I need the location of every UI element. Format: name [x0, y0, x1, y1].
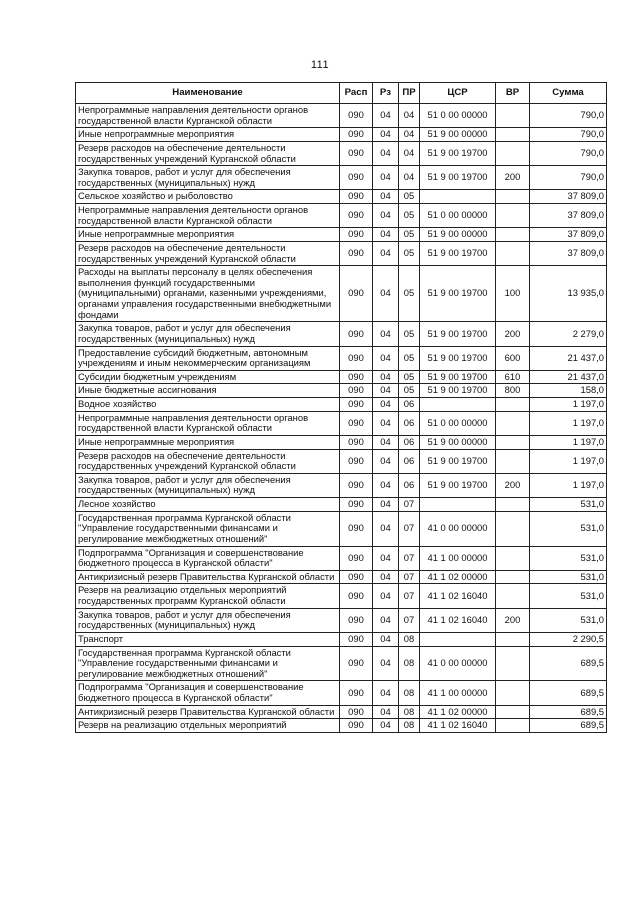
- row-rz: 04: [373, 228, 399, 242]
- row-rz: 04: [373, 141, 399, 165]
- table-row: [76, 141, 607, 165]
- row-pr: 07: [399, 511, 420, 546]
- row-pr: 08: [399, 719, 420, 733]
- row-name: Непрограммные направления деятельности органов государственной власти Курганской области: [76, 104, 340, 128]
- row-rz: 04: [373, 570, 399, 584]
- row-rz: 04: [373, 128, 399, 142]
- row-vr: [496, 511, 530, 546]
- row-vr: [496, 128, 530, 142]
- row-name: Закупка товаров, работ и услуг для обеспечения государственных (муниципальных) нужд: [76, 608, 340, 632]
- row-rz: 04: [373, 449, 399, 473]
- row-sum: 158,0: [530, 384, 607, 398]
- row-sum: 531,0: [530, 511, 607, 546]
- row-csr: 51 9 00 00000: [420, 228, 496, 242]
- row-pr: 07: [399, 498, 420, 512]
- row-pr: 04: [399, 141, 420, 165]
- row-vr: [496, 584, 530, 608]
- row-sum: 1 197,0: [530, 435, 607, 449]
- row-rasp: 090: [340, 370, 373, 384]
- row-rasp: 090: [340, 104, 373, 128]
- row-sum: 790,0: [530, 128, 607, 142]
- row-pr: 08: [399, 705, 420, 719]
- row-name: Закупка товаров, работ и услуг для обеспечения государственных (муниципальных) нужд: [76, 166, 340, 190]
- row-csr: 51 9 00 19700: [420, 241, 496, 265]
- table-row: [76, 384, 607, 398]
- header-rz: Рз: [373, 83, 399, 104]
- table-row: [76, 705, 607, 719]
- row-rasp: 090: [340, 646, 373, 681]
- row-vr: 100: [496, 266, 530, 322]
- row-csr: [420, 398, 496, 412]
- table-row: [76, 398, 607, 412]
- row-vr: 200: [496, 473, 530, 497]
- row-rz: 04: [373, 411, 399, 435]
- row-pr: 06: [399, 449, 420, 473]
- row-csr: 51 9 00 19700: [420, 449, 496, 473]
- row-rasp: 090: [340, 190, 373, 204]
- row-vr: [496, 141, 530, 165]
- row-vr: 200: [496, 322, 530, 346]
- row-rz: 04: [373, 511, 399, 546]
- row-vr: 600: [496, 346, 530, 370]
- row-vr: [496, 498, 530, 512]
- row-csr: 41 0 00 00000: [420, 511, 496, 546]
- row-vr: [496, 411, 530, 435]
- row-rz: 04: [373, 266, 399, 322]
- row-pr: 07: [399, 546, 420, 570]
- row-rz: 04: [373, 705, 399, 719]
- row-name: Резерв расходов на обеспечение деятельности государственных учреждений Курганской области: [76, 449, 340, 473]
- table-row: [76, 681, 607, 705]
- row-sum: 790,0: [530, 141, 607, 165]
- row-sum: 37 809,0: [530, 228, 607, 242]
- row-name: Водное хозяйство: [76, 398, 340, 412]
- row-vr: [496, 632, 530, 646]
- row-sum: 689,5: [530, 719, 607, 733]
- row-rasp: 090: [340, 546, 373, 570]
- header-pr: ПР: [399, 83, 420, 104]
- table-row: [76, 570, 607, 584]
- row-pr: 07: [399, 584, 420, 608]
- row-vr: [496, 241, 530, 265]
- row-pr: 05: [399, 266, 420, 322]
- page-number: 111: [310, 59, 330, 71]
- row-pr: 06: [399, 411, 420, 435]
- row-rasp: 090: [340, 128, 373, 142]
- table-row: [76, 322, 607, 346]
- table-row: [76, 204, 607, 228]
- row-name: Резерв на реализацию отдельных мероприятий: [76, 719, 340, 733]
- row-name: Подпрограмма "Организация и совершенствование бюджетного процесса в Курганской области": [76, 546, 340, 570]
- row-rasp: 090: [340, 511, 373, 546]
- row-name: Резерв расходов на обеспечение деятельности государственных учреждений Курганской области: [76, 241, 340, 265]
- row-pr: 06: [399, 473, 420, 497]
- row-pr: 08: [399, 681, 420, 705]
- row-rasp: 090: [340, 705, 373, 719]
- row-vr: [496, 190, 530, 204]
- row-rasp: 090: [340, 322, 373, 346]
- row-rasp: 090: [340, 241, 373, 265]
- row-pr: 05: [399, 241, 420, 265]
- row-sum: 531,0: [530, 570, 607, 584]
- row-vr: [496, 681, 530, 705]
- row-pr: 05: [399, 190, 420, 204]
- table-row: [76, 473, 607, 497]
- row-csr: 51 9 00 19700: [420, 346, 496, 370]
- row-rasp: 090: [340, 719, 373, 733]
- row-rasp: 090: [340, 435, 373, 449]
- row-sum: 1 197,0: [530, 449, 607, 473]
- row-csr: 51 9 00 19700: [420, 141, 496, 165]
- row-sum: 790,0: [530, 166, 607, 190]
- row-name: Транспорт: [76, 632, 340, 646]
- row-rz: 04: [373, 473, 399, 497]
- row-vr: [496, 570, 530, 584]
- row-csr: 41 1 02 16040: [420, 584, 496, 608]
- row-name: Иные непрограммные мероприятия: [76, 228, 340, 242]
- row-csr: 51 9 00 19700: [420, 370, 496, 384]
- row-sum: 1 197,0: [530, 473, 607, 497]
- table-row: [76, 128, 607, 142]
- row-rz: 04: [373, 435, 399, 449]
- row-rz: 04: [373, 608, 399, 632]
- row-name: Расходы на выплаты персоналу в целях обеспечения выполнения функций государственными (муниципальными) органами, казенными учреждениями, органами управления государственными внебюджетными фондами: [76, 266, 340, 322]
- table-row: [76, 646, 607, 681]
- row-rz: 04: [373, 681, 399, 705]
- row-name: Закупка товаров, работ и услуг для обеспечения государственных (муниципальных) нужд: [76, 322, 340, 346]
- row-sum: 1 197,0: [530, 411, 607, 435]
- table-row: [76, 719, 607, 733]
- table-row: [76, 546, 607, 570]
- row-rasp: 090: [340, 398, 373, 412]
- row-csr: 41 0 00 00000: [420, 646, 496, 681]
- row-rz: 04: [373, 190, 399, 204]
- header-name: Наименование: [76, 83, 340, 104]
- row-csr: [420, 632, 496, 646]
- table-row: [76, 449, 607, 473]
- row-pr: 06: [399, 435, 420, 449]
- row-name: Антикризисный резерв Правительства Курганской области: [76, 570, 340, 584]
- row-rz: 04: [373, 719, 399, 733]
- row-rasp: 090: [340, 584, 373, 608]
- row-name: Резерв на реализацию отдельных мероприятий государственных программ Курганской области: [76, 584, 340, 608]
- row-rz: 04: [373, 384, 399, 398]
- row-pr: 07: [399, 570, 420, 584]
- row-rasp: 090: [340, 570, 373, 584]
- table-row: [76, 266, 607, 322]
- row-sum: 531,0: [530, 546, 607, 570]
- row-vr: [496, 705, 530, 719]
- row-rasp: 090: [340, 266, 373, 322]
- row-csr: 41 1 02 00000: [420, 570, 496, 584]
- row-name: Предоставление субсидий бюджетным, автономным учреждениям и иным некоммерческим организациям: [76, 346, 340, 370]
- row-rasp: 090: [340, 473, 373, 497]
- row-csr: [420, 190, 496, 204]
- row-csr: 51 9 00 19700: [420, 473, 496, 497]
- row-csr: 51 0 00 00000: [420, 411, 496, 435]
- row-pr: 08: [399, 632, 420, 646]
- row-rasp: 090: [340, 141, 373, 165]
- row-rz: 04: [373, 370, 399, 384]
- row-pr: 07: [399, 608, 420, 632]
- row-sum: 37 809,0: [530, 190, 607, 204]
- table-row: [76, 104, 607, 128]
- header-sum: Сумма: [530, 83, 607, 104]
- table-row: [76, 411, 607, 435]
- row-pr: 05: [399, 322, 420, 346]
- row-csr: 41 1 00 00000: [420, 546, 496, 570]
- row-name: Государственная программа Курганской области "Управление государственными финансами и регулирование межбюджетных отношений": [76, 646, 340, 681]
- row-pr: 05: [399, 370, 420, 384]
- row-sum: 37 809,0: [530, 241, 607, 265]
- row-sum: 689,5: [530, 705, 607, 719]
- row-rz: 04: [373, 166, 399, 190]
- row-rz: 04: [373, 632, 399, 646]
- table-row: [76, 346, 607, 370]
- row-rasp: 090: [340, 228, 373, 242]
- header-rasp: Расп: [340, 83, 373, 104]
- row-vr: [496, 204, 530, 228]
- table-row: [76, 632, 607, 646]
- table-row: [76, 166, 607, 190]
- row-vr: [496, 104, 530, 128]
- row-pr: 04: [399, 104, 420, 128]
- row-rz: 04: [373, 646, 399, 681]
- row-csr: 51 9 00 19700: [420, 166, 496, 190]
- row-rz: 04: [373, 204, 399, 228]
- table-row: [76, 498, 607, 512]
- row-sum: 531,0: [530, 498, 607, 512]
- table-row: [76, 241, 607, 265]
- table-row: [76, 584, 607, 608]
- row-name: Иные непрограммные мероприятия: [76, 435, 340, 449]
- row-rz: 04: [373, 398, 399, 412]
- table-row: [76, 435, 607, 449]
- row-vr: [496, 646, 530, 681]
- row-pr: 05: [399, 346, 420, 370]
- row-vr: [496, 449, 530, 473]
- row-rz: 04: [373, 346, 399, 370]
- row-pr: 04: [399, 128, 420, 142]
- row-vr: [496, 435, 530, 449]
- row-csr: 41 1 02 00000: [420, 705, 496, 719]
- row-csr: 51 9 00 00000: [420, 435, 496, 449]
- row-sum: 2 279,0: [530, 322, 607, 346]
- row-pr: 05: [399, 384, 420, 398]
- row-name: Субсидии бюджетным учреждениям: [76, 370, 340, 384]
- row-name: Непрограммные направления деятельности органов государственной власти Курганской области: [76, 411, 340, 435]
- row-vr: 200: [496, 608, 530, 632]
- row-rz: 04: [373, 546, 399, 570]
- row-sum: 21 437,0: [530, 370, 607, 384]
- row-pr: 06: [399, 398, 420, 412]
- row-sum: 689,5: [530, 646, 607, 681]
- row-csr: 41 1 02 16040: [420, 608, 496, 632]
- row-sum: 2 290,5: [530, 632, 607, 646]
- row-csr: 51 9 00 19700: [420, 384, 496, 398]
- row-rz: 04: [373, 584, 399, 608]
- row-rz: 04: [373, 498, 399, 512]
- row-csr: 51 9 00 19700: [420, 266, 496, 322]
- row-vr: 610: [496, 370, 530, 384]
- row-csr: 41 1 02 16040: [420, 719, 496, 733]
- row-rasp: 090: [340, 411, 373, 435]
- header-vr: ВР: [496, 83, 530, 104]
- row-rz: 04: [373, 241, 399, 265]
- row-rasp: 090: [340, 632, 373, 646]
- table-row: [76, 608, 607, 632]
- table-row: [76, 190, 607, 204]
- row-name: Сельское хозяйство и рыболовство: [76, 190, 340, 204]
- row-sum: 689,5: [530, 681, 607, 705]
- row-pr: 05: [399, 228, 420, 242]
- row-rasp: 090: [340, 681, 373, 705]
- row-name: Закупка товаров, работ и услуг для обеспечения государственных (муниципальных) нужд: [76, 473, 340, 497]
- table-row: [76, 228, 607, 242]
- row-rz: 04: [373, 104, 399, 128]
- row-vr: 200: [496, 166, 530, 190]
- row-sum: 1 197,0: [530, 398, 607, 412]
- row-pr: 05: [399, 204, 420, 228]
- row-vr: 800: [496, 384, 530, 398]
- row-name: Непрограммные направления деятельности органов государственной власти Курганской области: [76, 204, 340, 228]
- row-name: Иные непрограммные мероприятия: [76, 128, 340, 142]
- row-sum: 531,0: [530, 584, 607, 608]
- row-csr: [420, 498, 496, 512]
- row-vr: [496, 228, 530, 242]
- row-rasp: 090: [340, 449, 373, 473]
- row-vr: [496, 398, 530, 412]
- row-rz: 04: [373, 322, 399, 346]
- row-rasp: 090: [340, 384, 373, 398]
- row-pr: 04: [399, 166, 420, 190]
- row-csr: 51 9 00 19700: [420, 322, 496, 346]
- header-csr: ЦСР: [420, 83, 496, 104]
- row-csr: 51 0 00 00000: [420, 204, 496, 228]
- row-vr: [496, 546, 530, 570]
- row-rasp: 090: [340, 166, 373, 190]
- row-rasp: 090: [340, 498, 373, 512]
- row-pr: 08: [399, 646, 420, 681]
- row-name: Резерв расходов на обеспечение деятельности государственных учреждений Курганской области: [76, 141, 340, 165]
- row-vr: [496, 719, 530, 733]
- row-sum: 37 809,0: [530, 204, 607, 228]
- row-sum: 21 437,0: [530, 346, 607, 370]
- row-rasp: 090: [340, 346, 373, 370]
- row-name: Иные бюджетные ассигнования: [76, 384, 340, 398]
- row-rasp: 090: [340, 204, 373, 228]
- row-name: Государственная программа Курганской области "Управление государственными финансами и регулирование межбюджетных отношений": [76, 511, 340, 546]
- row-sum: 13 935,0: [530, 266, 607, 322]
- row-name: Антикризисный резерв Правительства Курганской области: [76, 705, 340, 719]
- row-csr: 41 1 00 00000: [420, 681, 496, 705]
- row-name: Подпрограмма "Организация и совершенствование бюджетного процесса в Курганской области": [76, 681, 340, 705]
- row-name: Лесное хозяйство: [76, 498, 340, 512]
- table-header-row: [76, 83, 607, 104]
- row-sum: 790,0: [530, 104, 607, 128]
- row-csr: 51 0 00 00000: [420, 104, 496, 128]
- row-csr: 51 9 00 00000: [420, 128, 496, 142]
- row-rasp: 090: [340, 608, 373, 632]
- table-row: [76, 370, 607, 384]
- table-row: [76, 511, 607, 546]
- budget-table: [75, 82, 607, 733]
- row-sum: 531,0: [530, 608, 607, 632]
